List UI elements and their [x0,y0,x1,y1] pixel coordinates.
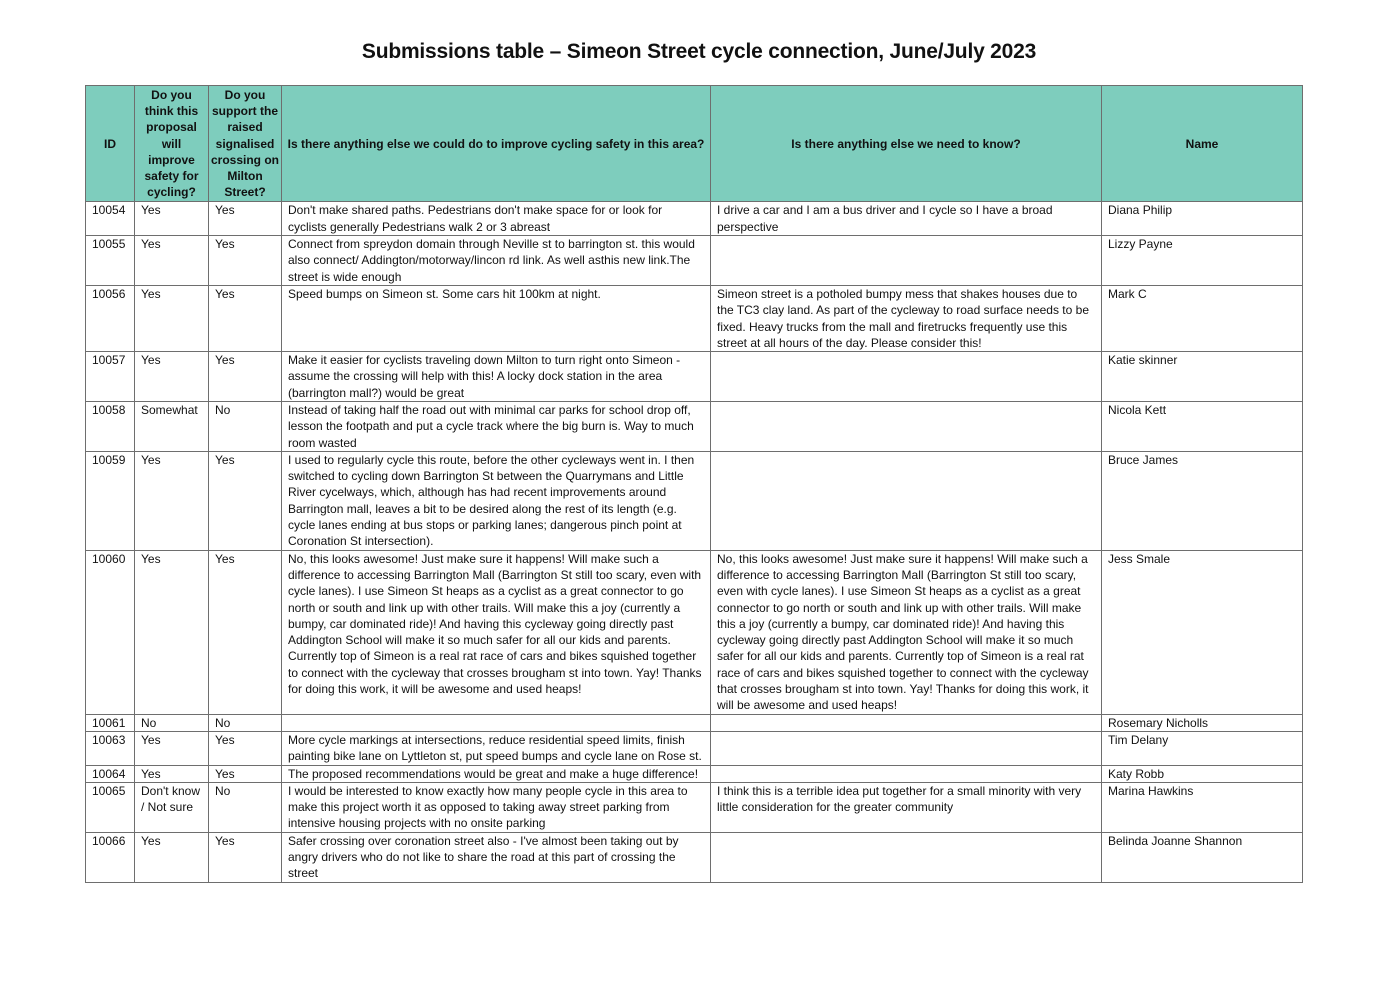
cell-name: Nicola Kett [1102,401,1303,451]
cell-id: 10059 [86,451,135,550]
cell-support: No [209,401,282,451]
cell-know: I think this is a terrible idea put together for a small minority with very little consideration for the greater community [711,782,1102,832]
cell-safety: Yes [135,236,209,286]
cell-support: Yes [209,765,282,782]
cell-name: Mark C [1102,285,1303,351]
cell-know [711,714,1102,731]
page-title: Submissions table – Simeon Street cycle connection, June/July 2023 [361,40,1037,63]
cell-id: 10066 [86,832,135,882]
cell-improve: I used to regularly cycle this route, before the other cycleways went in. I then switched to cycling down Barrington St between the Quarrymans and Little River cycelways, which, although has had recent improvements around Barrington mall, leaves a bit to be desired along the rest of its length (e.g. cycle lanes ending at bus stops or parking lanes; dangerous pinch point at Coronation St intersection). [282,451,711,550]
cell-safety: Don't know / Not sure [135,782,209,832]
cell-know [711,451,1102,550]
cell-safety: Yes [135,550,209,714]
cell-safety: Yes [135,832,209,882]
cell-name: Rosemary Nicholls [1102,714,1303,731]
cell-id: 10065 [86,782,135,832]
cell-name: Jess Smale [1102,550,1303,714]
cell-know: Simeon street is a potholed bumpy mess that shakes houses due to the TC3 clay land. As part of the cycleway to road surface needs to be fixed. Heavy trucks from the mall and firetrucks frequently use this street at all hours of the day. Please consider this! [711,285,1102,351]
cell-id: 10056 [86,285,135,351]
cell-id: 10058 [86,401,135,451]
header-row [86,86,1303,202]
cell-id: 10054 [86,202,135,236]
table-row [86,202,1303,236]
cell-support: No [209,714,282,731]
cell-id: 10060 [86,550,135,714]
cell-know [711,731,1102,765]
cell-improve: I would be interested to know exactly how many people cycle in this area to make this project worth it as opposed to taking away street parking from intensive housing projects with no onsite parking [282,782,711,832]
cell-know [711,765,1102,782]
cell-safety: Somewhat [135,401,209,451]
cell-improve [282,714,711,731]
table-row [86,782,1303,832]
cell-improve: The proposed recommendations would be great and make a huge difference! [282,765,711,782]
cell-support: No [209,782,282,832]
cell-improve: Speed bumps on Simeon st. Some cars hit 100km at night. [282,285,711,351]
col-header-name: Name [1102,86,1303,202]
cell-safety: No [135,714,209,731]
cell-id: 10061 [86,714,135,731]
cell-improve: No, this looks awesome! Just make sure it happens! Will make such a difference to accessing Barrington Mall (Barrington St still too scary, even with cycle lanes). I use Simeon St heaps as a cyclist as a great connector to go north or south and link up with other trails. Will make this a joy (currently a bumpy, car dominated ride)! And having this cycleway going directly past Addington School will make it so much safer for all our kids and parents. Currently top of Simeon is a real rat race of cars and bikes squished together to connect with the cycleway that crosses brougham st into town. Yay! Thanks for doing this work, it will be awesome and used heaps! [282,550,711,714]
cell-support: Yes [209,202,282,236]
cell-name: Belinda Joanne Shannon [1102,832,1303,882]
cell-improve: Make it easier for cyclists traveling down Milton to turn right onto Simeon - assume the crossing will help with this! A locky dock station in the area (barrington mall?) would be great [282,352,711,402]
table-row [86,236,1303,286]
table-row [86,285,1303,351]
table-row [86,731,1303,765]
cell-safety: Yes [135,202,209,236]
cell-improve: Safer crossing over coronation street also - I've almost been taking out by angry drivers who do not like to share the road at this part of crossing the street [282,832,711,882]
cell-know [711,832,1102,882]
cell-safety: Yes [135,352,209,402]
cell-id: 10064 [86,765,135,782]
cell-id: 10057 [86,352,135,402]
cell-safety: Yes [135,765,209,782]
cell-safety: Yes [135,451,209,550]
cell-know: No, this looks awesome! Just make sure it happens! Will make such a difference to accessing Barrington Mall (Barrington St still too scary, even with cycle lanes). I use Simeon St heaps as a cyclist as a great connector to go north or south and link up with other trails. Will make this a joy (currently a bumpy, car dominated ride)! And having this cycleway going directly past Addington School will make it so much safer for all our kids and parents. Currently top of Simeon is a real rat race of cars and bikes squished together to connect with the cycleway that crosses brougham st into town. Yay! Thanks for doing this work, it will be awesome and used heaps! [711,550,1102,714]
cell-support: Yes [209,832,282,882]
cell-improve: Instead of taking half the road out with minimal car parks for school drop off, lesson the footpath and put a cycle track where the big burn is. Way to much room wasted [282,401,711,451]
cell-support: Yes [209,285,282,351]
cell-support: Yes [209,731,282,765]
cell-know [711,236,1102,286]
cell-name: Bruce James [1102,451,1303,550]
table-row [86,451,1303,550]
cell-name: Lizzy Payne [1102,236,1303,286]
cell-support: Yes [209,451,282,550]
cell-id: 10063 [86,731,135,765]
cell-id: 10055 [86,236,135,286]
cell-name: Marina Hawkins [1102,782,1303,832]
table-row [86,550,1303,714]
cell-name: Katy Robb [1102,765,1303,782]
cell-improve: Don't make shared paths. Pedestrians don't make space for or look for cyclists generally Pedestrians walk 2 or 3 abreast [282,202,711,236]
cell-safety: Yes [135,285,209,351]
col-header-improve: Is there anything else we could do to improve cycling safety in this area? [282,86,711,202]
cell-know: I drive a car and I am a bus driver and I cycle so I have a broad perspective [711,202,1102,236]
cell-support: Yes [209,236,282,286]
col-header-support: Do you support the raised signalised crossing on Milton Street? [209,86,282,202]
table-row [86,352,1303,402]
col-header-safety: Do you think this proposal will improve safety for cycling? [135,86,209,202]
cell-support: Yes [209,352,282,402]
cell-name: Katie skinner [1102,352,1303,402]
cell-improve: More cycle markings at intersections, reduce residential speed limits, finish painting bike lane on Lyttleton st, put speed bumps and cycle lane on Rose st. [282,731,711,765]
cell-know [711,401,1102,451]
cell-support: Yes [209,550,282,714]
table-row [86,832,1303,882]
cell-name: Tim Delany [1102,731,1303,765]
cell-know [711,352,1102,402]
table-row [86,765,1303,782]
table-row [86,714,1303,731]
cell-improve: Connect from spreydon domain through Neville st to barrington st. this would also connect/ Addington/motorway/lincon rd link. As well asthis new link.The street is wide enough [282,236,711,286]
col-header-know: Is there anything else we need to know? [711,86,1102,202]
col-header-id: ID [86,86,135,202]
cell-safety: Yes [135,731,209,765]
table-row [86,401,1303,451]
cell-name: Diana Philip [1102,202,1303,236]
submissions-table [85,85,1303,883]
